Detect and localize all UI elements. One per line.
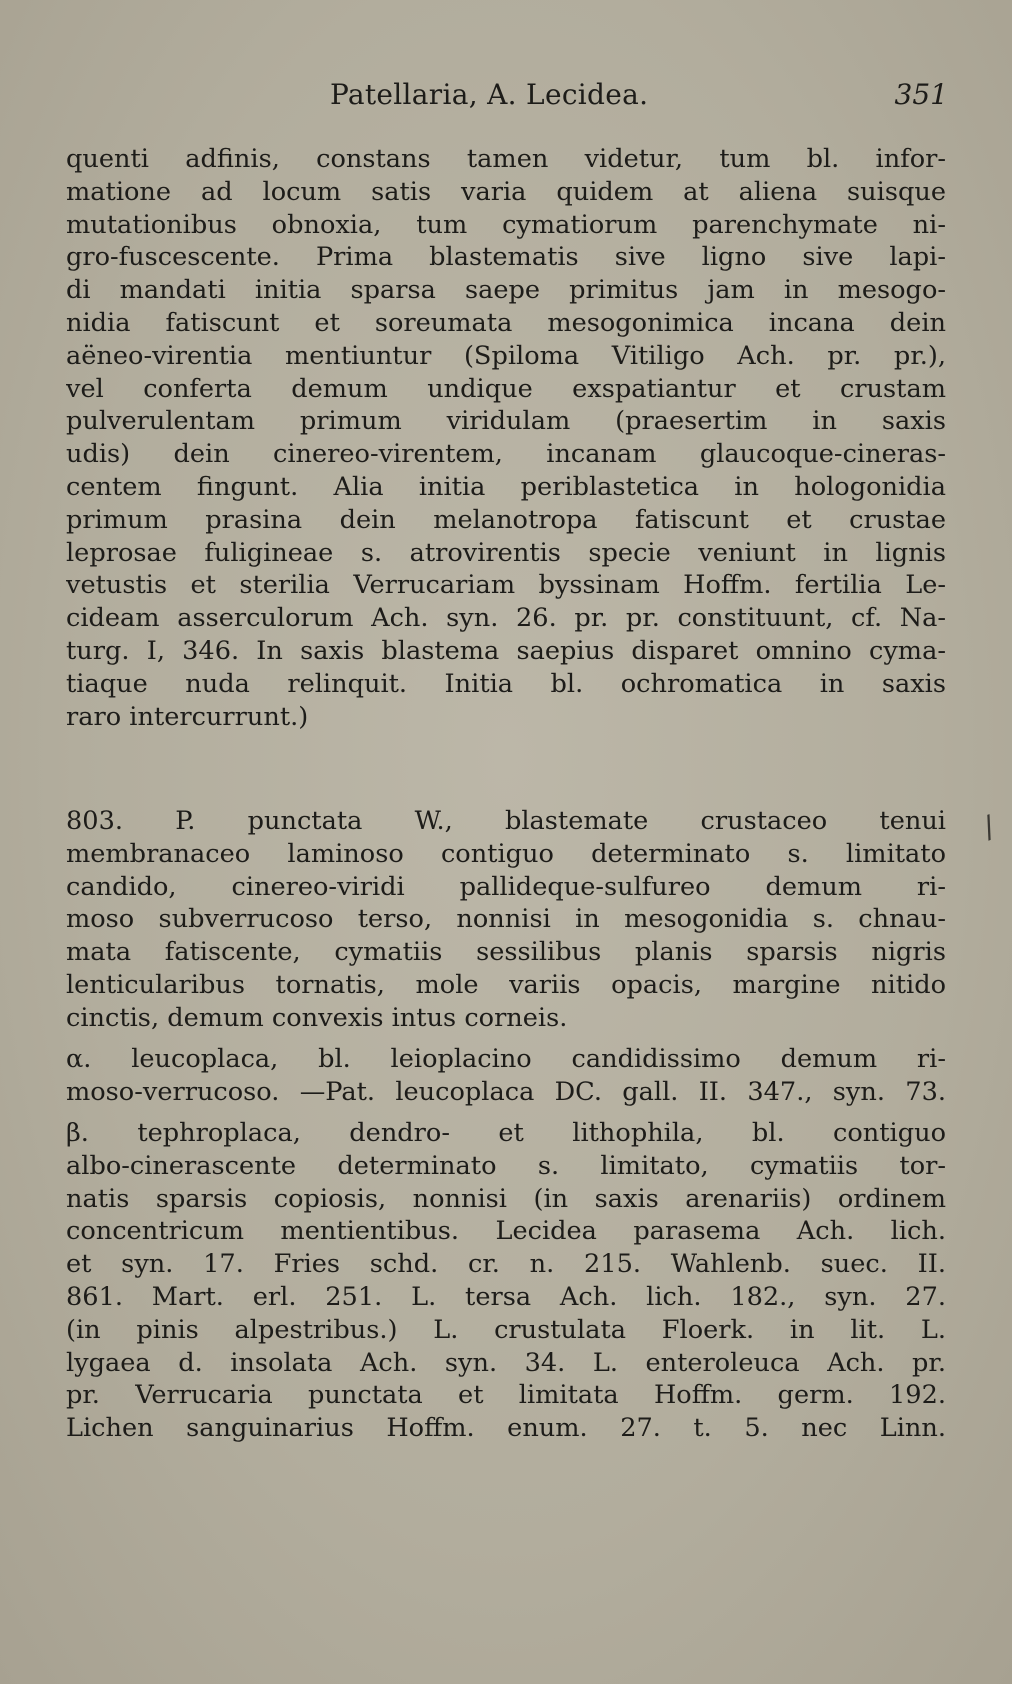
margin-pencil-mark: / (978, 809, 1000, 846)
paragraph-punctata-entry (66, 805, 946, 1035)
text-line: et syn. 17. Fries schd. cr. n. 215. Wahlenb. suec. II. (66, 1249, 946, 1280)
text-line: lenticularibus tornatis, mole variis opacis, margine nitido (66, 969, 946, 1000)
text-line: turg. I, 346. In saxis blastema saepius disparet omnino cyma- (66, 635, 946, 666)
text-line: tiaque nuda relinquit. Initia bl. ochromatica in saxis (66, 668, 946, 699)
text-line: (in pinis alpestribus.) L. crustulata Floerk. in lit. L. (66, 1314, 946, 1345)
text-line: matione ad locum satis varia quidem at aliena suisque (66, 176, 946, 207)
text-line: centem fingunt. Alia initia periblastetica in hologonidia (66, 471, 946, 502)
text-line: 803. P. punctata W., blastemate crustaceo tenui (66, 806, 946, 836)
text-line: di mandati initia sparsa saepe primitus jam in mesogo- (66, 275, 946, 306)
text-line: cinctis, demum convexis intus corneis. (66, 1002, 568, 1033)
text-line: concentricum mentientibus. Lecidea parasema Ach. lich. (66, 1216, 946, 1247)
running-header (68, 78, 948, 118)
text-line: primum prasina dein melanotropa fatiscunt et crustae (66, 504, 946, 535)
text-line: candido, cinereo-viridi pallideque-sulfureo demum ri- (66, 871, 946, 902)
text-line: moso subverrucoso terso, nonnisi in mesogonidia s. chnau- (66, 904, 946, 935)
text-line: nidia fatiscunt et soreumata mesogonimica incana dein (66, 307, 946, 338)
text-line: vetustis et sterilia Verrucariam byssinam Hoffm. fertilia Le- (66, 570, 946, 601)
paragraph-lecidea-notes (66, 143, 946, 733)
text-line: raro intercurrunt.) (66, 701, 309, 732)
text-line: lygaea d. insolata Ach. syn. 34. L. enteroleuca Ach. pr. (66, 1347, 946, 1378)
text-line: udis) dein cinereo-virentem, incanam glaucoque-cineras- (66, 439, 946, 470)
paragraph-variety-beta (66, 1117, 946, 1445)
text-line: cideam asserculorum Ach. syn. 26. pr. pr. constituunt, cf. Na- (66, 603, 946, 634)
text-line: quenti adfinis, constans tamen videtur, tum bl. infor- (66, 144, 946, 174)
text-line: 861. Mart. erl. 251. L. tersa Ach. lich. 182., syn. 27. (66, 1281, 946, 1312)
text-line: pr. Verrucaria punctata et limitata Hoffm. germ. 192. (66, 1380, 946, 1411)
text-line: mata fatiscente, cymatiis sessilibus planis sparsis nigris (66, 937, 946, 968)
text-line: leprosae fuligineae s. atrovirentis specie veniunt in lignis (66, 537, 946, 568)
text-line: pulverulentam primum viridulam (praesertim in saxis (66, 406, 946, 437)
running-title: Patellaria, A. Lecidea. (330, 78, 649, 111)
text-line: vel conferta demum undique exspatiantur et crustam (66, 373, 946, 404)
paragraph-variety-alpha (66, 1043, 946, 1109)
text-line: β. tephroplaca, dendro- et lithophila, bl. contiguo (66, 1118, 946, 1148)
text-line: natis sparsis copiosis, nonnisi (in saxis arenariis) ordinem (66, 1183, 946, 1214)
text-line: α. leucoplaca, bl. leioplacino candidissimo demum ri- (66, 1044, 946, 1074)
text-line: aëneo-virentia mentiuntur (Spiloma Vitiligo Ach. pr. pr.), (66, 340, 946, 371)
text-line: mutationibus obnoxia, tum cymatiorum parenchymate ni- (66, 209, 946, 240)
text-line: membranaceo laminoso contiguo determinato s. limitato (66, 838, 946, 869)
text-line: albo-cinerascente determinato s. limitato, cymatiis tor- (66, 1150, 946, 1181)
text-line: Lichen sanguinarius Hoffm. enum. 27. t. 5. nec Linn. (66, 1413, 946, 1444)
text-line: gro-fuscescente. Prima blastematis sive ligno sive lapi- (66, 242, 946, 273)
text-line: moso-verrucoso. —Pat. leucoplaca DC. gall. II. 347., syn. 73. (66, 1076, 946, 1107)
page-number: 351 (894, 78, 948, 111)
